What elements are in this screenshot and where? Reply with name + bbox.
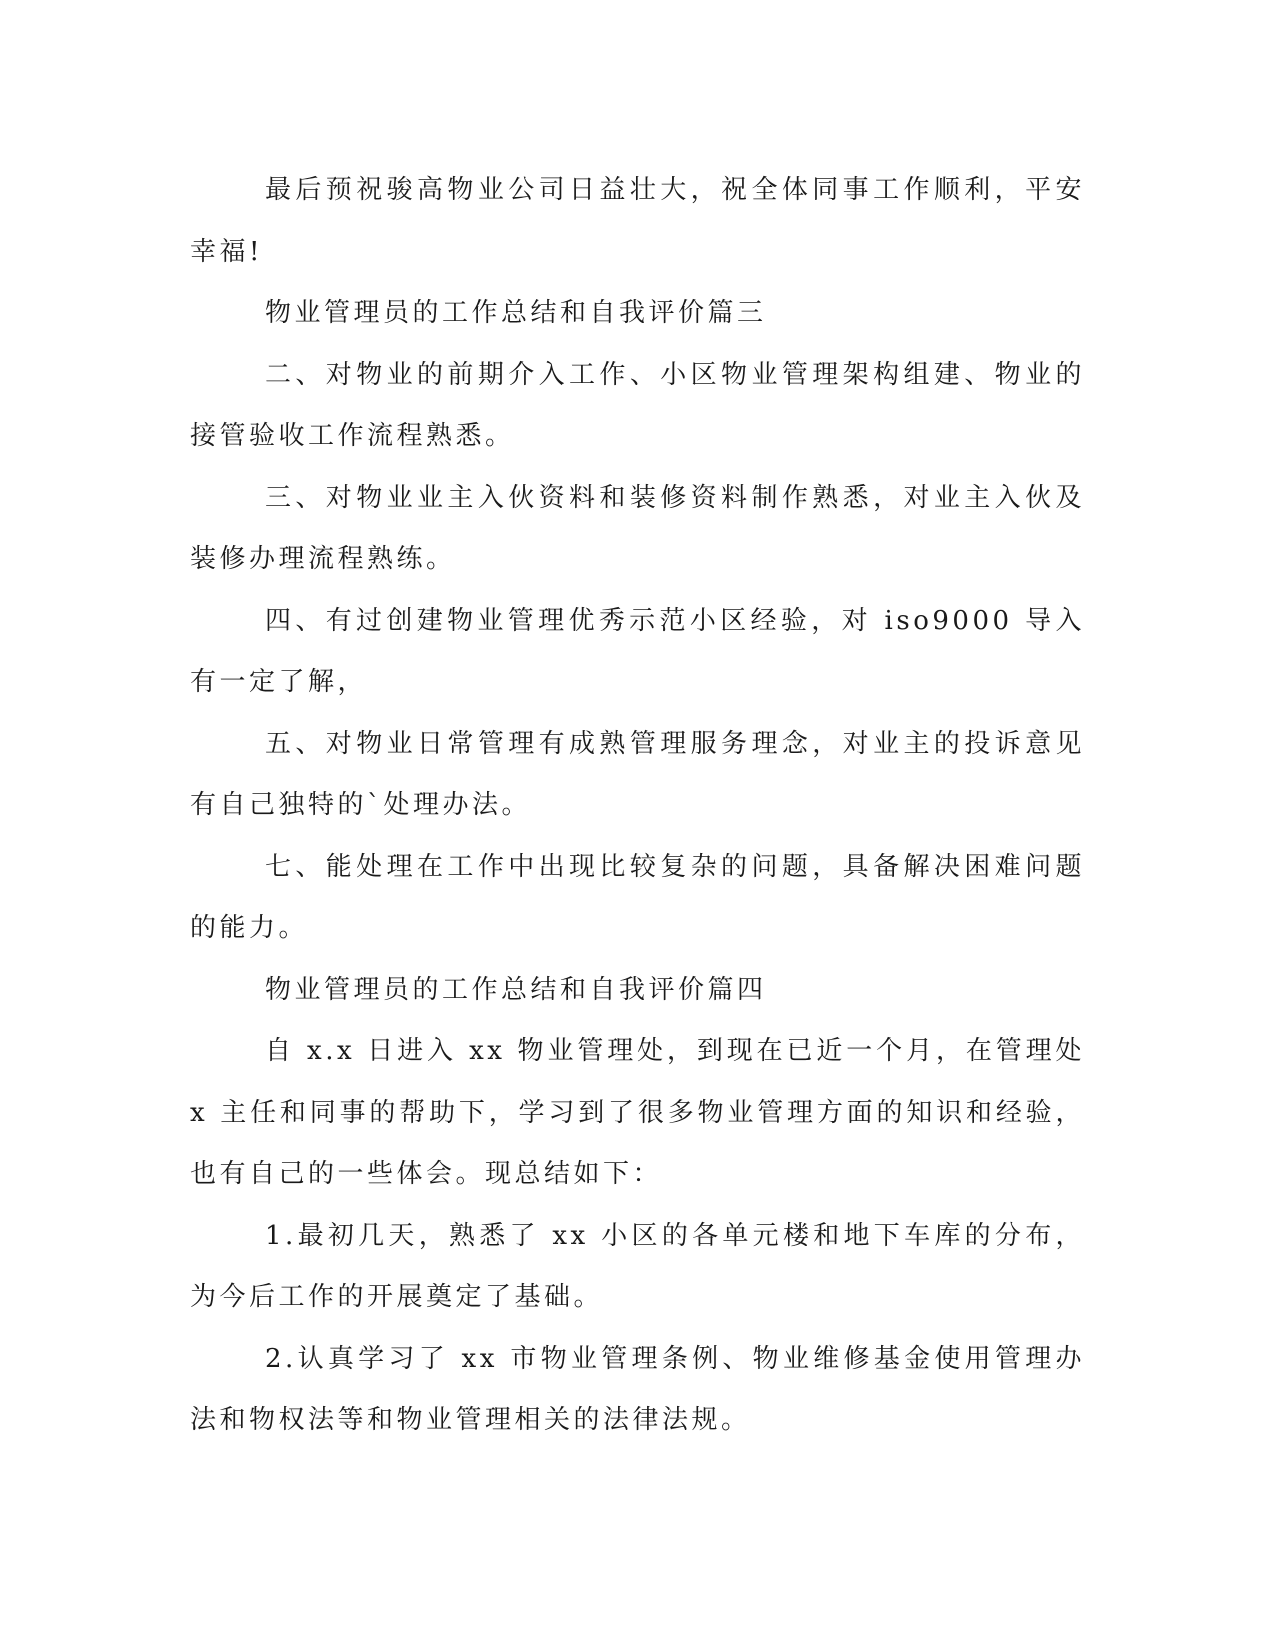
paragraph-item-five: 五、对物业日常管理有成熟管理服务理念，对业主的投诉意见有自己独特的`处理办法。 <box>190 728 1085 820</box>
paragraph-item-seven: 七、能处理在工作中出现比较复杂的问题，具备解决困难问题的能力。 <box>190 851 1085 943</box>
paragraph-point-two: 2.认真学习了 xx 市物业管理条例、物业维修基金使用管理办法和物权法等和物业管理相关的法律法规。 <box>190 1343 1085 1435</box>
paragraph-item-four: 四、有过创建物业管理优秀示范小区经验，对 iso9000 导入有一定了解， <box>190 605 1085 697</box>
document-body <box>190 160 1085 1452</box>
paragraph-closing-wishes: 最后预祝骏高物业公司日益壮大，祝全体同事工作顺利，平安幸福! <box>190 175 1085 267</box>
paragraph-intro: 自 x.x 日进入 xx 物业管理处，到现在已近一个月，在管理处 x 主任和同事的帮助下，学习到了很多物业管理方面的知识和经验，也有自己的一些体会。现总结如下： <box>190 1036 1085 1189</box>
paragraph-point-one: 1.最初几天，熟悉了 xx 小区的各单元楼和地下车库的分布，为今后工作的开展奠定了基础。 <box>190 1220 1085 1312</box>
paragraph-item-three: 三、对物业业主入伙资料和装修资料制作熟悉，对业主入伙及装修办理流程熟练。 <box>190 482 1085 574</box>
section-heading-part-four: 物业管理员的工作总结和自我评价篇四 <box>265 974 767 1005</box>
section-heading-part-three: 物业管理员的工作总结和自我评价篇三 <box>265 298 767 328</box>
paragraph-item-two: 二、对物业的前期介入工作、小区物业管理架构组建、物业的接管验收工作流程熟悉。 <box>190 359 1085 451</box>
